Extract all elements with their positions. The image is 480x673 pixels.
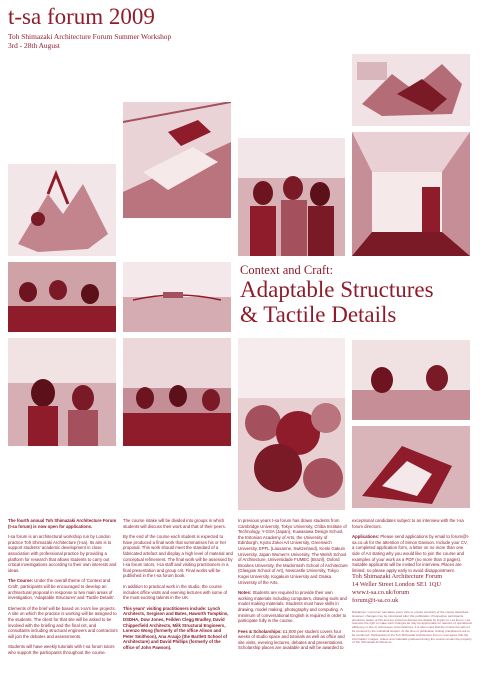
col2-paragraph-1: The course intake will be divided into groups in which students will discuss their work and that of their peers. — [123, 518, 226, 529]
contact-block — [352, 573, 442, 605]
photo-landscape-model — [123, 262, 231, 332]
poster-subtitle: Toh Shimazaki Architecture Forum Summer Workshop — [8, 32, 172, 41]
contact-org: Toh Shimazaki Architecture Forum — [352, 573, 443, 580]
contact-address: 14 Weller Street London SE1 1QU — [352, 580, 441, 588]
photo-presentation — [123, 338, 231, 446]
text-column-3 — [238, 518, 348, 656]
col1-paragraph-1: t-sa forum is an architectural workshop run by London practice Toh Shimazaki Architecture (t-sa). Its aim is to support students' academic development in close association with professional practice by providing a platform for research that allows students to carry out critical investigations according to their own interests and ideas. — [8, 534, 117, 573]
col1-paragraph-course: The Course: Under the overall theme of 'Context and Craft', participants will be encouraged to develop an architectural proposal in response to two main areas of investigation, 'Adaptable Structures' and 'Tactile Details'. — [8, 578, 115, 601]
headline-kicker: Context and Craft: — [240, 263, 334, 277]
photo-crit-session — [8, 338, 116, 446]
photo-green-roof — [238, 338, 345, 510]
intro-announcement: The fourth annual Toh Shimazaki Architecture Forum (t-sa forum) is now open for applications. — [8, 518, 117, 529]
photo-lecture-audience — [8, 262, 116, 332]
col2-paragraph-3: In addition to practical work in the studio, the course includes office visits and evening lectures with some of the most exciting talents in the UK. — [123, 583, 228, 601]
contact-website-link[interactable]: www.t-sa.co.uk/forum — [352, 588, 410, 596]
visiting-practitioners: This years' visiting practitioners include: Lynch Architects, Sergison and Bates, Haworth Tompkins, DSDHA, Dow Jones, Feilden Clegg Bradley, David Chipperfield Architects, Milk Structural Engineers, Lorenzo Wong (formerly of the office Alison and Peter Smithson), Ana Araujo (the Bartlett School of Architecture) and David Phillips (formerly of the office of John Pawson). — [123, 605, 229, 650]
headline-title — [240, 277, 434, 327]
text-column-4 — [352, 518, 470, 578]
photo-workshop-table — [352, 340, 470, 420]
col3-paragraph-notes: Notes: Students are required to provide their own working materials including computers, drawing tools and model making materials. Students must have skills in drawing, model making, photography and computing. A minimum of conversational English is required in order to participate fully in the course. — [238, 590, 347, 624]
col1-paragraph-4: Students will have weekly tutorials with t-sa forum tutors who support the participants throughout the course. — [8, 644, 115, 655]
photo-sketch-model — [8, 164, 116, 256]
photo-tutorial-group — [238, 138, 345, 256]
col3-paragraph-fees: Fees & Scholarships: £1,000 per student covers four weeks of studio space and tutorials as well as office and site visits, evening lectures, debates and presentations. Scholarship places are available and will be awarded to — [238, 628, 345, 651]
text-column-1 — [8, 518, 118, 660]
contact-email-link[interactable]: forum@t-sa.co.uk — [352, 596, 399, 604]
photo-students-drawing — [352, 54, 470, 126]
poster-title: t-sa forum 2009 — [8, 4, 155, 29]
col4-paragraph-1: exceptional candidates subject to an interview with the t-sa forum directors. — [352, 518, 464, 529]
col4-paragraph-applications: Applications: Please send applications by email to forum@t-sa.co.uk for the attention of Simon Davison. Include your CV, a completed application form, a letter on no more than one side of A4 stating why you would like to join the course and examples of your work as a PDF (no more than 3 pages). Suitable applicants will be invited for interview. Places are limited, so please apply early to avoid disappointment. — [352, 534, 470, 573]
col3-paragraph-1: In previous years t-sa forum has drawn students from Cambridge University, Tokyo University, Chiba Institute of Technology, Y-GSA (Japan), Kuwasawa Design School, the Estonian Academy of Arts, the University of Edinburgh, Kyoto Zokei Art University, Greenwich University, EPFL (Lausanne, Switzerland), Kenki Gakuin University, Japan Women's University, The Welsh School of Architecture, Universidade FUMEC (Brazil), Oxford Brookes University, the Mackintosh School of Architecture (Glasgow School of Art), Newcastle University, Tokyo Kogei University, Kogakuin University and Osaka University of the Arts. — [238, 518, 348, 585]
headline-line-1: Adaptable Structures — [240, 277, 434, 302]
col1-paragraph-3: Elements of the brief will be based on t-sa's live projects. A site on which the practice is working will be assigned to the students. The client for that site will be asked to be involved with the briefing and the final crit, and consultants including structural engineers and contractors will join the debates and assessments. — [8, 605, 118, 639]
disclaimer-text: Disclaimer: t-sa forum has taken every care to ensure accuracy of the course described. However, changes may be introduced after this publication. Prospective participants should be aware of this and are invited to discuss the details by inquiry to t-sa forum. t-sa reserves the right to make such changes as may be appropriate for reasons of operational efficiency or due to unforeseen circumstances. It is also noted that the course fee will not be covered by the individual student. At the time of publication visiting practitioners are to be confirmed. Participants of the Toh Shimazaki Architecture Forum must agree that the information, images, videos and materials produced during the course remain the property of Toh Shimazaki Architecture. — [352, 610, 472, 645]
text-column-2 — [123, 518, 233, 655]
photo-model-study — [123, 102, 231, 218]
photo-model-detail — [352, 426, 470, 508]
headline-line-2: & Tactile Details — [240, 302, 397, 327]
col2-paragraph-2: By the end of the course each student is expected to have produced a final work that summarises his or her proposal. This work should meet the standard of a fabricated artefact and display a high level of material and conceptual refinement. The final work will be assessed by t-sa forum tutors, t-sa staff and visiting practitioners in a final presentation and group crit. Final works will be published in the t-sa forum book. — [123, 534, 233, 579]
workshop-dates: 3rd - 28th August — [8, 41, 60, 50]
photo-studio-interior — [352, 132, 470, 256]
